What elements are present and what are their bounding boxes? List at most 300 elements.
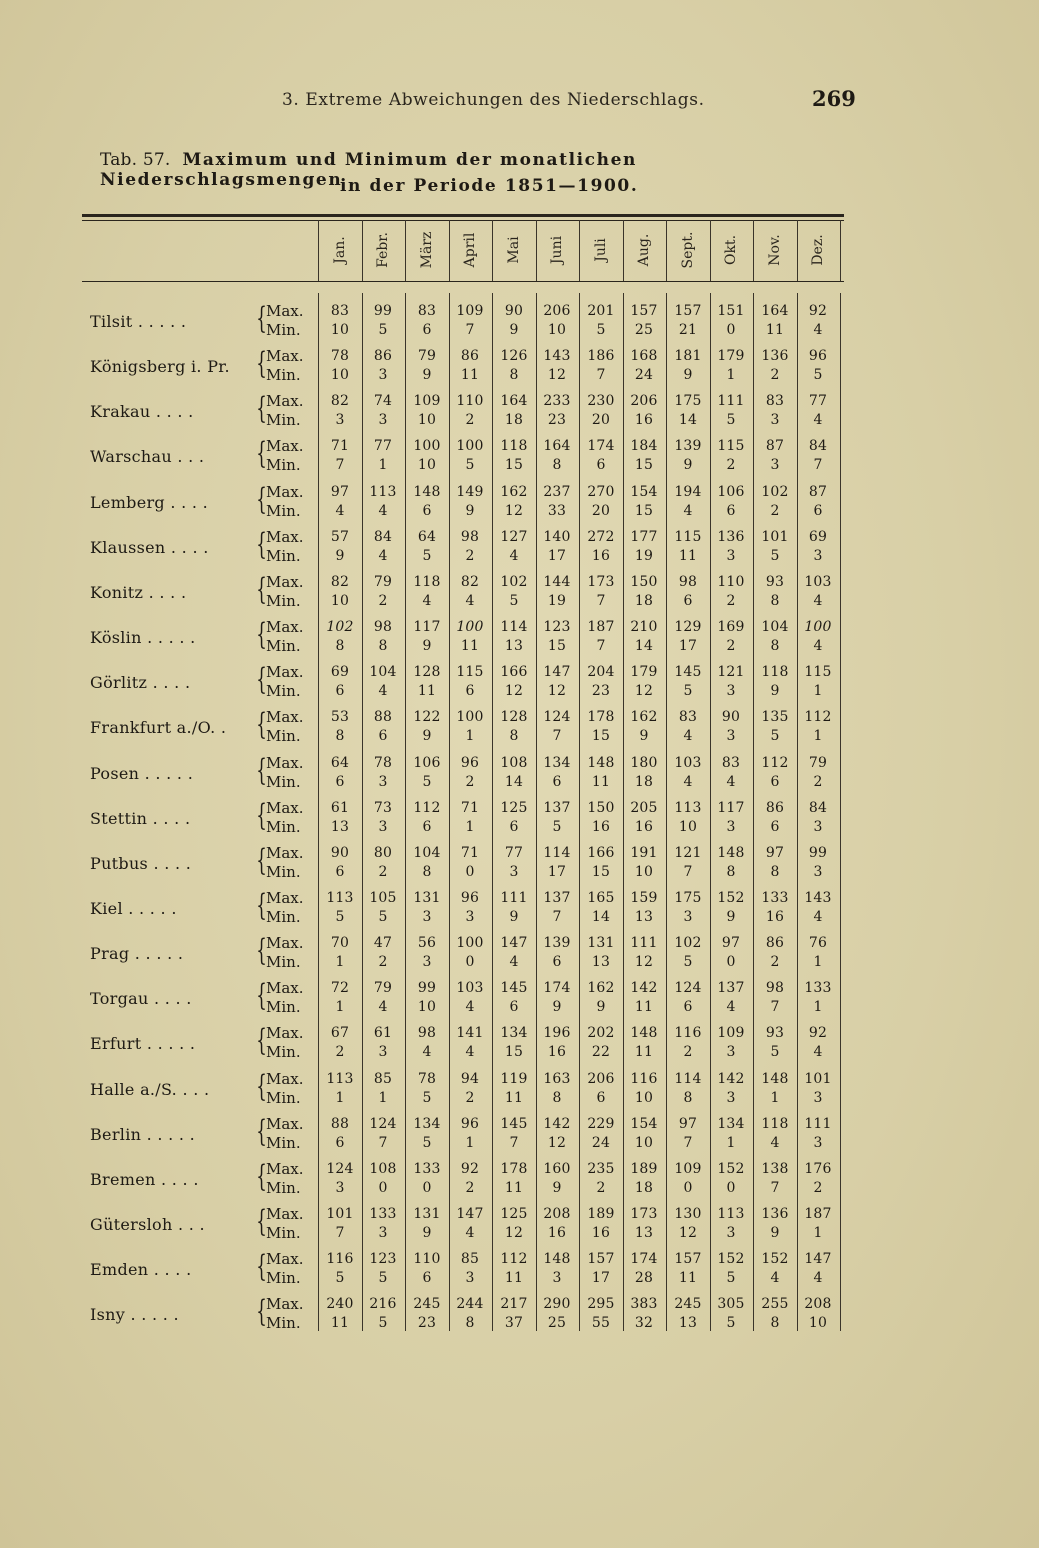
month-label: Okt. bbox=[723, 234, 739, 266]
max-value-cell: 47 bbox=[373, 935, 393, 951]
max-value-cell: 157 bbox=[587, 1251, 615, 1267]
max-value-cell: 136 bbox=[761, 1206, 789, 1222]
brace: { bbox=[256, 1114, 267, 1149]
min-value-cell: 6 bbox=[509, 999, 519, 1015]
min-value-cell: 2 bbox=[726, 638, 736, 654]
max-value-cell: 101 bbox=[326, 1206, 354, 1222]
min-value-cell: 1 bbox=[378, 1090, 388, 1106]
max-value-cell: 64 bbox=[330, 755, 350, 771]
min-value-cell: 20 bbox=[591, 503, 611, 519]
max-value-cell: 100 bbox=[456, 619, 484, 635]
max-value-cell: 113 bbox=[326, 1071, 354, 1087]
min-value-cell: 5 bbox=[596, 322, 606, 338]
max-value-cell: 137 bbox=[543, 890, 571, 906]
min-value-cell: 28 bbox=[634, 1270, 654, 1286]
min-value-cell: 5 bbox=[378, 1270, 388, 1286]
max-value-cell: 178 bbox=[587, 709, 615, 725]
min-value-cell: 11 bbox=[330, 1315, 350, 1331]
station-name: Bremen . . . . bbox=[90, 1170, 199, 1189]
min-value-cell: 11 bbox=[634, 999, 654, 1015]
min-value-cell: 3 bbox=[465, 1270, 475, 1286]
max-value-cell: 152 bbox=[761, 1251, 789, 1267]
station-name: Kiel . . . . . bbox=[90, 899, 177, 918]
max-value-cell: 100 bbox=[456, 709, 484, 725]
min-value-cell: 6 bbox=[378, 728, 388, 744]
min-value-cell: 5 bbox=[465, 457, 475, 473]
min-value-cell: 12 bbox=[547, 683, 567, 699]
max-value-cell: 131 bbox=[413, 890, 441, 906]
min-value-cell: 11 bbox=[591, 774, 611, 790]
min-label: Min. bbox=[266, 998, 301, 1016]
brace: { bbox=[256, 1023, 267, 1058]
min-value-cell: 3 bbox=[378, 819, 388, 835]
max-value-cell: 134 bbox=[717, 1116, 745, 1132]
max-value-cell: 157 bbox=[674, 303, 702, 319]
min-value-cell: 5 bbox=[378, 1315, 388, 1331]
min-value-cell: 2 bbox=[726, 457, 736, 473]
max-value-cell: 87 bbox=[765, 438, 785, 454]
max-value-cell: 187 bbox=[804, 1206, 832, 1222]
max-value-cell: 118 bbox=[500, 438, 528, 454]
table-row bbox=[0, 390, 1039, 432]
min-value-cell: 1 bbox=[378, 457, 388, 473]
brace: { bbox=[256, 1204, 267, 1239]
min-value-cell: 5 bbox=[422, 1135, 432, 1151]
min-value-cell: 2 bbox=[378, 954, 388, 970]
min-value-cell: 21 bbox=[678, 322, 698, 338]
min-value-cell: 10 bbox=[330, 367, 350, 383]
max-value-cell: 133 bbox=[413, 1161, 441, 1177]
max-value-cell: 102 bbox=[326, 619, 354, 635]
max-value-cell: 305 bbox=[717, 1296, 745, 1312]
min-value-cell: 6 bbox=[335, 774, 345, 790]
month-label: Juni bbox=[549, 235, 565, 265]
max-value-cell: 154 bbox=[630, 1116, 658, 1132]
max-value-cell: 118 bbox=[413, 574, 441, 590]
max-label: Max. bbox=[266, 1024, 304, 1042]
max-value-cell: 147 bbox=[804, 1251, 832, 1267]
min-value-cell: 9 bbox=[683, 457, 693, 473]
table-row bbox=[0, 977, 1039, 1019]
min-value-cell: 8 bbox=[465, 1315, 475, 1331]
min-value-cell: 16 bbox=[634, 819, 654, 835]
max-value-cell: 79 bbox=[808, 755, 828, 771]
station-name: Gütersloh . . . bbox=[90, 1215, 205, 1234]
max-value-cell: 174 bbox=[630, 1251, 658, 1267]
month-label: Jan. bbox=[332, 236, 348, 264]
max-value-cell: 175 bbox=[674, 890, 702, 906]
min-value-cell: 37 bbox=[504, 1315, 524, 1331]
max-value-cell: 164 bbox=[500, 393, 528, 409]
min-label: Min. bbox=[266, 502, 301, 520]
max-value-cell: 77 bbox=[808, 393, 828, 409]
min-label: Min. bbox=[266, 456, 301, 474]
max-value-cell: 125 bbox=[500, 1206, 528, 1222]
max-value-cell: 86 bbox=[460, 348, 480, 364]
max-value-cell: 77 bbox=[504, 845, 524, 861]
brace: { bbox=[256, 436, 267, 471]
min-value-cell: 11 bbox=[504, 1270, 524, 1286]
brace: { bbox=[256, 482, 267, 517]
max-value-cell: 206 bbox=[630, 393, 658, 409]
max-value-cell: 113 bbox=[674, 800, 702, 816]
max-value-cell: 180 bbox=[630, 755, 658, 771]
min-value-cell: 5 bbox=[726, 1315, 736, 1331]
max-value-cell: 113 bbox=[369, 484, 397, 500]
max-label: Max. bbox=[266, 754, 304, 772]
max-value-cell: 117 bbox=[413, 619, 441, 635]
max-value-cell: 255 bbox=[761, 1296, 789, 1312]
min-label: Min. bbox=[266, 1043, 301, 1061]
max-value-cell: 119 bbox=[500, 1071, 528, 1087]
max-value-cell: 133 bbox=[369, 1206, 397, 1222]
max-value-cell: 175 bbox=[674, 393, 702, 409]
max-value-cell: 125 bbox=[500, 800, 528, 816]
max-value-cell: 173 bbox=[630, 1206, 658, 1222]
max-value-cell: 210 bbox=[630, 619, 658, 635]
brace: { bbox=[256, 798, 267, 833]
max-value-cell: 56 bbox=[417, 935, 437, 951]
min-value-cell: 24 bbox=[634, 367, 654, 383]
min-value-cell: 7 bbox=[596, 593, 606, 609]
min-label: Min. bbox=[266, 637, 301, 655]
max-value-cell: 102 bbox=[761, 484, 789, 500]
header-bottom-rule bbox=[82, 281, 844, 282]
min-value-cell: 8 bbox=[726, 864, 736, 880]
table-row bbox=[0, 1113, 1039, 1155]
max-label: Max. bbox=[266, 392, 304, 410]
max-label: Max. bbox=[266, 1205, 304, 1223]
max-label: Max. bbox=[266, 618, 304, 636]
min-value-cell: 18 bbox=[634, 1180, 654, 1196]
min-value-cell: 2 bbox=[596, 1180, 606, 1196]
max-value-cell: 150 bbox=[587, 800, 615, 816]
min-value-cell: 4 bbox=[813, 412, 823, 428]
min-value-cell: 1 bbox=[813, 683, 823, 699]
table-row bbox=[0, 481, 1039, 523]
min-label: Min. bbox=[266, 321, 301, 339]
min-value-cell: 15 bbox=[547, 638, 567, 654]
table-row bbox=[0, 1158, 1039, 1200]
max-value-cell: 103 bbox=[674, 755, 702, 771]
max-value-cell: 151 bbox=[717, 303, 745, 319]
max-value-cell: 90 bbox=[330, 845, 350, 861]
month-label: Aug. bbox=[636, 233, 652, 267]
max-label: Max. bbox=[266, 934, 304, 952]
max-label: Max. bbox=[266, 799, 304, 817]
max-value-cell: 82 bbox=[460, 574, 480, 590]
max-value-cell: 174 bbox=[543, 980, 571, 996]
min-value-cell: 1 bbox=[726, 367, 736, 383]
min-value-cell: 9 bbox=[422, 728, 432, 744]
max-value-cell: 159 bbox=[630, 890, 658, 906]
min-value-cell: 19 bbox=[547, 593, 567, 609]
min-label: Min. bbox=[266, 547, 301, 565]
max-value-cell: 240 bbox=[326, 1296, 354, 1312]
max-value-cell: 134 bbox=[543, 755, 571, 771]
min-value-cell: 2 bbox=[465, 548, 475, 564]
max-value-cell: 97 bbox=[678, 1116, 698, 1132]
max-value-cell: 98 bbox=[765, 980, 785, 996]
min-value-cell: 0 bbox=[683, 1180, 693, 1196]
min-value-cell: 13 bbox=[591, 954, 611, 970]
max-value-cell: 112 bbox=[413, 800, 441, 816]
max-value-cell: 53 bbox=[330, 709, 350, 725]
min-value-cell: 6 bbox=[335, 683, 345, 699]
min-value-cell: 4 bbox=[813, 638, 823, 654]
brace: { bbox=[256, 1294, 267, 1329]
min-value-cell: 1 bbox=[726, 1135, 736, 1151]
min-value-cell: 3 bbox=[422, 909, 432, 925]
max-value-cell: 121 bbox=[717, 664, 745, 680]
min-value-cell: 6 bbox=[422, 322, 432, 338]
max-value-cell: 139 bbox=[543, 935, 571, 951]
max-value-cell: 134 bbox=[413, 1116, 441, 1132]
min-value-cell: 8 bbox=[770, 593, 780, 609]
min-value-cell: 9 bbox=[509, 322, 519, 338]
min-value-cell: 3 bbox=[726, 683, 736, 699]
max-value-cell: 113 bbox=[717, 1206, 745, 1222]
max-value-cell: 133 bbox=[761, 890, 789, 906]
min-value-cell: 3 bbox=[813, 864, 823, 880]
min-value-cell: 9 bbox=[596, 999, 606, 1015]
column-divider bbox=[623, 220, 624, 281]
max-value-cell: 111 bbox=[500, 890, 528, 906]
brace: { bbox=[256, 1249, 267, 1284]
max-value-cell: 99 bbox=[373, 303, 393, 319]
station-name: Köslin . . . . . bbox=[90, 628, 196, 647]
max-value-cell: 104 bbox=[413, 845, 441, 861]
brace: { bbox=[256, 888, 267, 923]
max-value-cell: 79 bbox=[373, 574, 393, 590]
top-rule-thin bbox=[82, 220, 844, 221]
max-value-cell: 83 bbox=[417, 303, 437, 319]
min-value-cell: 10 bbox=[417, 999, 437, 1015]
min-value-cell: 5 bbox=[726, 412, 736, 428]
min-value-cell: 11 bbox=[678, 1270, 698, 1286]
min-value-cell: 10 bbox=[330, 593, 350, 609]
running-title: 3. Extreme Abweichungen des Niederschlags. bbox=[282, 90, 705, 110]
max-value-cell: 106 bbox=[413, 755, 441, 771]
max-label: Max. bbox=[266, 663, 304, 681]
min-value-cell: 16 bbox=[765, 909, 785, 925]
column-divider bbox=[536, 220, 537, 281]
min-value-cell: 4 bbox=[378, 503, 388, 519]
brace: { bbox=[256, 707, 267, 742]
min-value-cell: 12 bbox=[504, 683, 524, 699]
min-value-cell: 3 bbox=[335, 1180, 345, 1196]
max-value-cell: 136 bbox=[761, 348, 789, 364]
max-value-cell: 174 bbox=[587, 438, 615, 454]
min-label: Min. bbox=[266, 773, 301, 791]
min-value-cell: 4 bbox=[683, 774, 693, 790]
min-value-cell: 1 bbox=[465, 819, 475, 835]
min-value-cell: 0 bbox=[726, 322, 736, 338]
max-value-cell: 111 bbox=[717, 393, 745, 409]
min-value-cell: 6 bbox=[422, 1270, 432, 1286]
max-value-cell: 179 bbox=[630, 664, 658, 680]
max-value-cell: 57 bbox=[330, 529, 350, 545]
min-value-cell: 32 bbox=[634, 1315, 654, 1331]
max-value-cell: 104 bbox=[369, 664, 397, 680]
max-value-cell: 100 bbox=[804, 619, 832, 635]
min-value-cell: 7 bbox=[770, 999, 780, 1015]
min-value-cell: 3 bbox=[378, 367, 388, 383]
max-value-cell: 106 bbox=[717, 484, 745, 500]
max-value-cell: 114 bbox=[543, 845, 571, 861]
min-value-cell: 4 bbox=[770, 1270, 780, 1286]
min-label: Min. bbox=[266, 953, 301, 971]
brace: { bbox=[256, 1069, 267, 1104]
max-value-cell: 124 bbox=[369, 1116, 397, 1132]
max-value-cell: 157 bbox=[630, 303, 658, 319]
min-value-cell: 2 bbox=[465, 1180, 475, 1196]
min-value-cell: 6 bbox=[509, 819, 519, 835]
station-name: Posen . . . . . bbox=[90, 764, 194, 783]
min-value-cell: 4 bbox=[683, 728, 693, 744]
max-value-cell: 103 bbox=[804, 574, 832, 590]
max-value-cell: 93 bbox=[765, 1025, 785, 1041]
min-value-cell: 4 bbox=[378, 683, 388, 699]
max-value-cell: 97 bbox=[330, 484, 350, 500]
max-value-cell: 109 bbox=[456, 303, 484, 319]
min-value-cell: 15 bbox=[591, 864, 611, 880]
min-value-cell: 15 bbox=[634, 503, 654, 519]
max-value-cell: 152 bbox=[717, 1161, 745, 1177]
min-value-cell: 7 bbox=[465, 322, 475, 338]
brace: { bbox=[256, 662, 267, 697]
max-value-cell: 92 bbox=[808, 303, 828, 319]
min-value-cell: 8 bbox=[552, 457, 562, 473]
max-value-cell: 61 bbox=[373, 1025, 393, 1041]
brace: { bbox=[256, 617, 267, 652]
min-value-cell: 4 bbox=[683, 503, 693, 519]
max-value-cell: 123 bbox=[369, 1251, 397, 1267]
max-value-cell: 83 bbox=[721, 755, 741, 771]
min-value-cell: 2 bbox=[813, 1180, 823, 1196]
min-value-cell: 55 bbox=[591, 1315, 611, 1331]
min-value-cell: 2 bbox=[378, 593, 388, 609]
max-value-cell: 64 bbox=[417, 529, 437, 545]
min-value-cell: 4 bbox=[465, 593, 475, 609]
min-value-cell: 0 bbox=[422, 1180, 432, 1196]
max-value-cell: 208 bbox=[543, 1206, 571, 1222]
max-value-cell: 100 bbox=[456, 438, 484, 454]
min-value-cell: 9 bbox=[509, 909, 519, 925]
min-value-cell: 4 bbox=[813, 1044, 823, 1060]
brace: { bbox=[256, 1159, 267, 1194]
caption-subtitle: in der Periode 1851—1900. bbox=[340, 176, 639, 196]
min-value-cell: 1 bbox=[335, 999, 345, 1015]
max-value-cell: 147 bbox=[543, 664, 571, 680]
min-value-cell: 3 bbox=[770, 412, 780, 428]
min-value-cell: 5 bbox=[335, 909, 345, 925]
min-value-cell: 1 bbox=[813, 1225, 823, 1241]
column-divider bbox=[362, 220, 363, 281]
max-value-cell: 194 bbox=[674, 484, 702, 500]
top-rule bbox=[82, 214, 844, 217]
max-value-cell: 100 bbox=[413, 438, 441, 454]
min-value-cell: 11 bbox=[460, 638, 480, 654]
max-value-cell: 102 bbox=[500, 574, 528, 590]
min-value-cell: 2 bbox=[770, 367, 780, 383]
max-value-cell: 116 bbox=[674, 1025, 702, 1041]
min-value-cell: 4 bbox=[770, 1135, 780, 1151]
table-row bbox=[0, 661, 1039, 703]
min-value-cell: 6 bbox=[552, 954, 562, 970]
max-value-cell: 148 bbox=[413, 484, 441, 500]
table-row bbox=[0, 1293, 1039, 1335]
min-value-cell: 0 bbox=[465, 954, 475, 970]
min-value-cell: 2 bbox=[813, 774, 823, 790]
max-value-cell: 216 bbox=[369, 1296, 397, 1312]
max-label: Max. bbox=[266, 1070, 304, 1088]
min-label: Min. bbox=[266, 727, 301, 745]
station-name: Torgau . . . . bbox=[90, 989, 192, 1008]
max-value-cell: 177 bbox=[630, 529, 658, 545]
brace: { bbox=[256, 843, 267, 878]
max-value-cell: 133 bbox=[804, 980, 832, 996]
max-value-cell: 140 bbox=[543, 529, 571, 545]
min-value-cell: 3 bbox=[378, 1225, 388, 1241]
max-value-cell: 121 bbox=[674, 845, 702, 861]
min-value-cell: 4 bbox=[422, 1044, 432, 1060]
max-value-cell: 94 bbox=[460, 1071, 480, 1087]
max-value-cell: 128 bbox=[500, 709, 528, 725]
max-value-cell: 148 bbox=[543, 1251, 571, 1267]
min-value-cell: 3 bbox=[726, 728, 736, 744]
min-label: Min. bbox=[266, 818, 301, 836]
min-value-cell: 8 bbox=[770, 1315, 780, 1331]
max-value-cell: 86 bbox=[765, 800, 785, 816]
min-value-cell: 3 bbox=[422, 954, 432, 970]
max-value-cell: 154 bbox=[630, 484, 658, 500]
max-value-cell: 115 bbox=[717, 438, 745, 454]
station-name: Prag . . . . . bbox=[90, 944, 184, 963]
max-value-cell: 164 bbox=[761, 303, 789, 319]
min-value-cell: 8 bbox=[422, 864, 432, 880]
max-value-cell: 96 bbox=[460, 890, 480, 906]
max-value-cell: 148 bbox=[630, 1025, 658, 1041]
max-value-cell: 139 bbox=[674, 438, 702, 454]
min-value-cell: 19 bbox=[634, 548, 654, 564]
max-value-cell: 134 bbox=[500, 1025, 528, 1041]
min-value-cell: 8 bbox=[335, 638, 345, 654]
max-value-cell: 130 bbox=[674, 1206, 702, 1222]
min-value-cell: 11 bbox=[417, 683, 437, 699]
max-value-cell: 186 bbox=[587, 348, 615, 364]
month-label: Sept. bbox=[680, 231, 696, 269]
station-name: Halle a./S. . . . bbox=[90, 1080, 210, 1099]
min-value-cell: 24 bbox=[591, 1135, 611, 1151]
min-value-cell: 0 bbox=[378, 1180, 388, 1196]
min-value-cell: 0 bbox=[726, 1180, 736, 1196]
max-value-cell: 110 bbox=[413, 1251, 441, 1267]
max-label: Max. bbox=[266, 437, 304, 455]
min-value-cell: 17 bbox=[547, 548, 567, 564]
min-value-cell: 9 bbox=[422, 638, 432, 654]
min-value-cell: 25 bbox=[547, 1315, 567, 1331]
brace: { bbox=[256, 527, 267, 562]
max-value-cell: 147 bbox=[456, 1206, 484, 1222]
max-value-cell: 102 bbox=[674, 935, 702, 951]
min-value-cell: 7 bbox=[335, 457, 345, 473]
min-value-cell: 2 bbox=[726, 593, 736, 609]
min-value-cell: 4 bbox=[726, 774, 736, 790]
station-name: Königsberg i. Pr. bbox=[90, 357, 230, 376]
max-value-cell: 116 bbox=[630, 1071, 658, 1087]
max-value-cell: 184 bbox=[630, 438, 658, 454]
